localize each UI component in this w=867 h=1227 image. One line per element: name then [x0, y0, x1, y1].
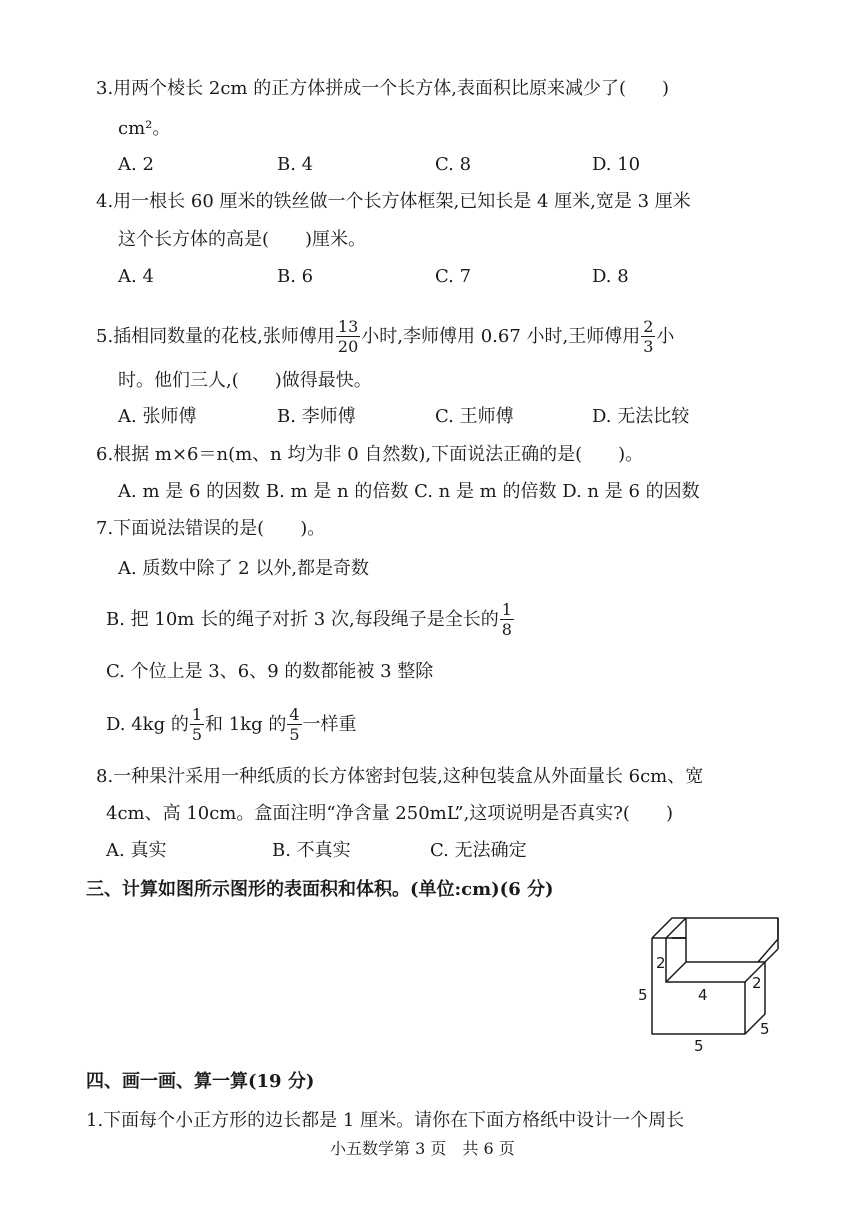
- q7-option-b-text: B. 把 10m 长的绳子对折 3 次,每段绳子是全长的: [106, 609, 499, 630]
- q7-option-d: [106, 702, 357, 748]
- dim-label-length: 5: [694, 1037, 704, 1055]
- fraction-numerator: 4: [289, 705, 300, 724]
- q7-option-c: C. 个位上是 3、6、9 的数都能被 3 整除: [106, 661, 434, 682]
- fraction-denominator: 5: [191, 725, 203, 744]
- q4-option-c: C. 7: [435, 266, 472, 287]
- fraction-numerator: 13: [337, 317, 359, 336]
- q8-stem: 8.一种果汁采用一种纸质的长方体密封包装,这种包装盒从外面量长 6cm、宽: [96, 766, 704, 787]
- q3-option-c: C. 8: [435, 154, 472, 175]
- q5-text-b: 小时,李师傅用 0.67 小时,王师傅用: [361, 326, 641, 347]
- section-4-q1: 1.下面每个小正方形的边长都是 1 厘米。请你在下面方格纸中设计一个周长: [86, 1110, 685, 1131]
- q4-stem-cont: 这个长方体的高是( )厘米。: [118, 229, 367, 250]
- fraction-denominator: 3: [643, 337, 654, 356]
- q5-option-d: D. 无法比较: [592, 406, 690, 427]
- q7-option-d-text-c: 一样重: [302, 714, 357, 735]
- fraction-denominator: 8: [501, 620, 512, 639]
- q3-option-b: B. 4: [277, 154, 314, 175]
- stepped-solid-figure: [628, 906, 788, 1056]
- page-footer: 小五数学第 3 页 共 6 页: [330, 1139, 515, 1158]
- dim-label-total-height: 5: [638, 986, 648, 1004]
- q7-option-b: [106, 597, 515, 643]
- q6-options: A. m 是 6 的因数 B. m 是 n 的倍数 C. n 是 m 的倍数 D. n 是 6 的因数: [118, 481, 700, 502]
- q5-stem: [96, 314, 674, 360]
- q7-stem: 7.下面说法错误的是( )。: [96, 518, 326, 539]
- q7-option-b-fraction: [500, 602, 514, 638]
- q5-option-b: B. 李师傅: [277, 406, 356, 427]
- q8-option-b: B. 不真实: [272, 840, 351, 861]
- q5-text-a: 5.插相同数量的花枝,张师傅用: [96, 326, 335, 347]
- q3-stem-cont: cm²。: [118, 118, 171, 139]
- q3-option-d: D. 10: [592, 154, 641, 175]
- q7-option-d-text-a: D. 4kg 的: [106, 714, 189, 735]
- fraction-numerator: 1: [501, 600, 512, 619]
- q4-option-d: D. 8: [592, 266, 629, 287]
- q5-fraction-wang: [641, 319, 655, 355]
- q5-text-c: 小: [656, 326, 675, 347]
- q8-option-a: A. 真实: [106, 840, 167, 861]
- q4-option-b: B. 6: [277, 266, 314, 287]
- q3-option-a: A. 2: [118, 154, 154, 175]
- q7-option-d-text-b: 和 1kg 的: [205, 714, 287, 735]
- q5-fraction-zhang: [336, 319, 360, 355]
- q5-option-c: C. 王师傅: [435, 406, 514, 427]
- fraction-numerator: 2: [643, 317, 654, 336]
- q7-option-d-fraction-1: [190, 707, 204, 743]
- fraction-denominator: 5: [289, 725, 300, 744]
- dim-label-step-length: 4: [698, 986, 708, 1004]
- q8-option-c: C. 无法确定: [430, 840, 527, 861]
- q7-option-d-fraction-2: [287, 707, 301, 743]
- q8-stem-cont: 4cm、高 10cm。盒面注明“净含量 250mL”,这项说明是否真实?( ): [106, 803, 673, 824]
- q5-option-a: A. 张师傅: [118, 406, 197, 427]
- fraction-denominator: 20: [337, 337, 359, 356]
- q5-stem-cont: 时。他们三人,( )做得最快。: [118, 370, 372, 391]
- q4-stem: 4.用一根长 60 厘米的铁丝做一个长方体框架,已知长是 4 厘米,宽是 3 厘米: [96, 191, 691, 212]
- fraction-numerator: 1: [191, 705, 203, 724]
- section-4-title: 四、画一画、算一算(19 分): [86, 1071, 315, 1092]
- dim-label-step-height: 2: [752, 974, 762, 992]
- dim-label-inner-height: 2: [656, 954, 666, 972]
- q3-stem: 3.用两个棱长 2cm 的正方体拼成一个长方体,表面积比原来减少了( ): [96, 78, 669, 99]
- q4-option-a: A. 4: [118, 266, 154, 287]
- dim-label-depth: 5: [760, 1020, 770, 1038]
- q7-option-a: A. 质数中除了 2 以外,都是奇数: [118, 558, 370, 579]
- q6-stem: 6.根据 m×6＝n(m、n 均为非 0 自然数),下面说法正确的是( )。: [96, 444, 644, 465]
- section-3-title: 三、计算如图所示图形的表面积和体积。(单位:cm)(6 分): [86, 879, 554, 900]
